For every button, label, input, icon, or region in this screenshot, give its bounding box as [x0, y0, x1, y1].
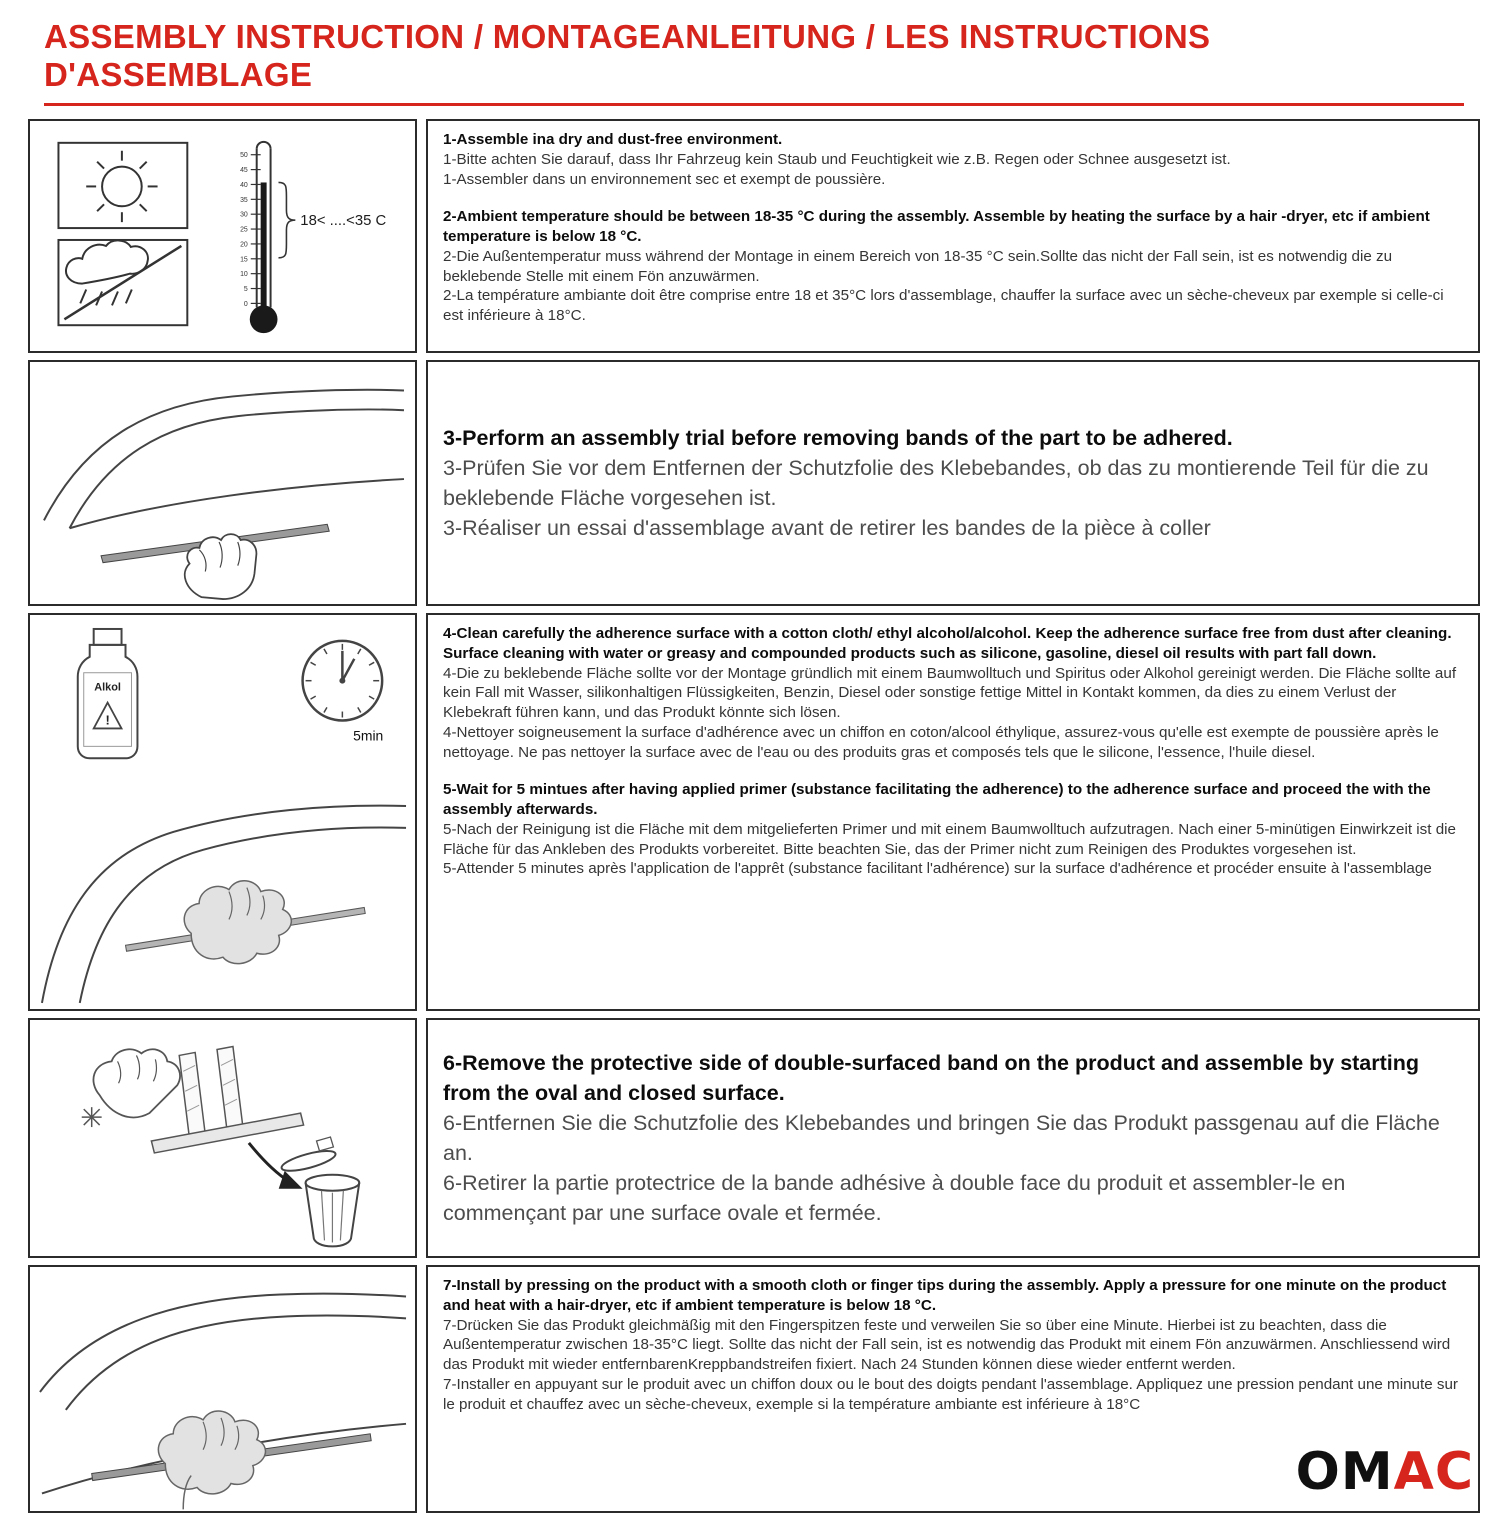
- figure-remove-band: [28, 1018, 417, 1258]
- instruction-1-de: 1-Bitte achten Sie darauf, dass Ihr Fahrzeug kein Staub und Feuchtigkeit wie z.B. Regen oder Schnee ausgesetzt ist.: [443, 150, 1231, 168]
- instructions-trial: [426, 360, 1480, 606]
- svg-text:45: 45: [239, 167, 248, 175]
- cloth-icon: [184, 881, 291, 964]
- instruction-1-en: 1-Assemble ina dry and dust-free environment.: [443, 131, 783, 148]
- no-rain-icon: [58, 240, 187, 325]
- trial-illustration: [34, 363, 412, 603]
- instruction-3-de: 3-Prüfen Sie vor dem Entfernen der Schutzfolie des Klebebandes, ob das zu montierende Teil für die zu beklebende Fläche vorgesehen ist.: [443, 455, 1429, 510]
- svg-text:!: !: [104, 712, 110, 728]
- instruction-7-en: 7-Install by pressing on the product with a smooth cloth or finger tips during the assembly. Apply a pressure for one minute on the product and heat with a hair-dryer, etc if ambient temperature is below 18 °C.: [443, 1277, 1447, 1314]
- instruction-2-en: 2-Ambient temperature should be between 18-35 °C during the assembly. Assemble by heating the surface by a hair -dryer, etc if ambient temperature is below 18 °C.: [443, 208, 1430, 245]
- instruction-1-fr: 1-Assembler dans un environnement sec et exempt de poussière.: [443, 170, 886, 188]
- instruction-4-en: 4-Clean carefully the adherence surface with a cotton cloth/ ethyl alcohol/alcohol. Keep the adherence surface free from dust after cleaning. Surface cleaning with water or greasy and compounded products such as silicone, gasoline, diesel oil results with part fall down.: [443, 625, 1452, 662]
- arrow-icon: [248, 1143, 302, 1189]
- svg-text:0: 0: [243, 300, 248, 308]
- instruction-3-fr: 3-Réaliser un essai d'assemblage avant de retirer les bandes de la pièce à coller: [443, 516, 1211, 541]
- svg-text:10: 10: [239, 271, 248, 279]
- title-underline: [44, 103, 1464, 106]
- figure-environment: [28, 119, 417, 353]
- alcohol-bottle-icon: [77, 629, 137, 758]
- tape-strips-icon: [151, 1046, 303, 1152]
- figure-trial: [28, 360, 417, 606]
- figure-cleaning: [28, 613, 417, 1011]
- remove-band-illustration: [34, 1021, 412, 1255]
- bracket-icon: [278, 182, 295, 257]
- press-illustration: [34, 1268, 412, 1510]
- instruction-7-fr: 7-Installer en appuyant sur le produit avec un chiffon doux ou le bout des doigts pendant l'assemblage. Appliquez une pression pendant une minute sur le produit et chauffez avec un sèche-cheveux, exemple si la température ambiante est inférieure à 18°C: [443, 1375, 1458, 1413]
- svg-text:30: 30: [239, 211, 248, 219]
- instruction-6-de: 6-Entfernen Sie die Schutzfolie des Klebebandes und bringen Sie das Produkt passgenau auf die Fläche an.: [443, 1110, 1440, 1165]
- warning-triangle-icon: [93, 703, 121, 729]
- instruction-5-fr: 5-Attender 5 minutes après l'application de l'apprêt (substance facilitant l'adhérence) sur la surface d'adhérence et procéder ensuite à l'assemblage: [443, 860, 1432, 878]
- instruction-7-de: 7-Drücken Sie das Produkt gleichmäßig mit den Fingerspitzen feste und verweilen Sie so über eine Minute. Hierbei ist zu beachten, dass die Außentemperatur zwischen 18-35°C liegt. Sollte das nicht der Fall sein, ist es notwendig das Produkt mit einem Fön anzuwärmen. Anschliessend wird das Produkt mit wieder entfernbarenKreppbandstreifen fixiert. Nach 24 Stunden können diese wieder entfernt werden.: [443, 1316, 1451, 1373]
- instruction-3-en: 3-Perform an assembly trial before removing bands of the part to be adhered.: [443, 425, 1233, 450]
- section-environment: [28, 119, 1480, 353]
- section-trial: [28, 360, 1480, 606]
- thermometer-icon: [240, 142, 386, 333]
- hand-icon: [93, 1049, 180, 1117]
- sparkle-icon: [81, 1107, 101, 1127]
- svg-text:50: 50: [239, 152, 248, 160]
- cloth-press-icon: [158, 1411, 265, 1509]
- svg-text:25: 25: [239, 226, 248, 234]
- logo-text-red: AC: [1393, 1442, 1474, 1502]
- instruction-group-7: [443, 1276, 1463, 1414]
- section-press: [28, 1265, 1480, 1513]
- section-remove-band: [28, 1018, 1480, 1258]
- trash-can-icon: [279, 1137, 358, 1246]
- svg-text:35: 35: [239, 196, 248, 204]
- instruction-6-en: 6-Remove the protective side of double-surfaced band on the product and assemble by starting from the oval and closed surface.: [443, 1050, 1420, 1105]
- figure-press: [28, 1265, 417, 1513]
- instruction-2-de: 2-Die Außentemperatur muss während der Montage in einem Bereich von 18-35 °C sein.Sollte das nicht der Fall sein, ist es notwendig die zu beklebende Stelle mit einem Fön anzuwärmen.: [443, 247, 1393, 285]
- instructions-environment: [426, 119, 1480, 353]
- instructions-remove-band: [426, 1018, 1480, 1258]
- instruction-group-1: [443, 130, 1463, 189]
- instructions-cleaning: [426, 613, 1480, 1011]
- instruction-group-4: [443, 624, 1463, 762]
- omac-logo: [1295, 1442, 1474, 1502]
- bottle-label: Alkol: [93, 681, 121, 694]
- thermometer-scale: [240, 152, 248, 308]
- svg-text:5: 5: [243, 286, 248, 294]
- instruction-5-de: 5-Nach der Reinigung ist die Fläche mit dem mitgelieferten Primer und mit einem Baumwolltuch aufzutragen. Nach einer 5-minütigen Einwirkzeit ist die Fläche für das Ankleben des Produkts vorbereitet. Bitte beachten Sie, das der Primer nicht zum Reinigen des Produktes vorgesehen ist.: [443, 820, 1456, 858]
- logo-text-black: OM: [1295, 1442, 1394, 1502]
- instruction-6-fr: 6-Retirer la partie protectrice de la bande adhésive à double face du produit et assembler-le en commençant par une surface ovale et fermée.: [443, 1171, 1346, 1226]
- cleaning-illustration: [34, 616, 412, 1008]
- section-cleaning: [28, 613, 1480, 1011]
- car-window-icon: [43, 390, 403, 528]
- svg-text:20: 20: [239, 241, 248, 249]
- page-header: [28, 18, 1480, 106]
- clock-icon: [302, 641, 382, 721]
- instruction-4-fr: 4-Nettoyer soigneusement la surface d'adhérence avec un chiffon en coton/alcool éthylique, assurez-vous qu'elle est exempte de poussière après le nettoyage. Ne pas nettoyer la surface avec de l'eau ou des produits gras et composés tels que le silicone, l'essence, l'huile diesel.: [443, 723, 1439, 761]
- instruction-5-en: 5-Wait for 5 mintues after having applied primer (substance facilitating the adherence) to the adherence surface and proceed the with the assembly afterwards.: [443, 781, 1431, 818]
- svg-text:40: 40: [239, 181, 248, 189]
- instruction-group-5: [443, 780, 1463, 879]
- page-title: ASSEMBLY INSTRUCTION / MONTAGEANLEITUNG / LES INSTRUCTIONS D'ASSEMBLAGE: [44, 18, 1211, 93]
- svg-text:15: 15: [239, 256, 248, 264]
- instruction-2-fr: 2-La température ambiante doit être comprise entre 18 et 35°C lors d'assemblage, chauffer la surface avec un sèche-cheveux par exemple si celle-ci est inférieure à 18°C.: [443, 287, 1444, 324]
- instruction-group-2: [443, 207, 1463, 326]
- environment-illustration: [34, 123, 412, 349]
- clock-label: 5min: [352, 727, 383, 744]
- sun-icon: [58, 143, 187, 228]
- temperature-range-label: 18< ....<35 C: [299, 213, 386, 230]
- instruction-4-de: 4-Die zu beklebende Fläche sollte vor der Montage gründlich mit einem Baumwolltuch und Spiritus oder Alkohol gereinigt werden. Die Fläche sollte auf kein Fall mit Wasser, silikonhaltigen Flüssigkeiten, Benzin, Diesel oder sonstige fettige Mittel in Kontakt kommen, da dies zu einem Verlust der Klebekraft führen kann, und das Produkt könnte sich lösen.: [443, 664, 1457, 721]
